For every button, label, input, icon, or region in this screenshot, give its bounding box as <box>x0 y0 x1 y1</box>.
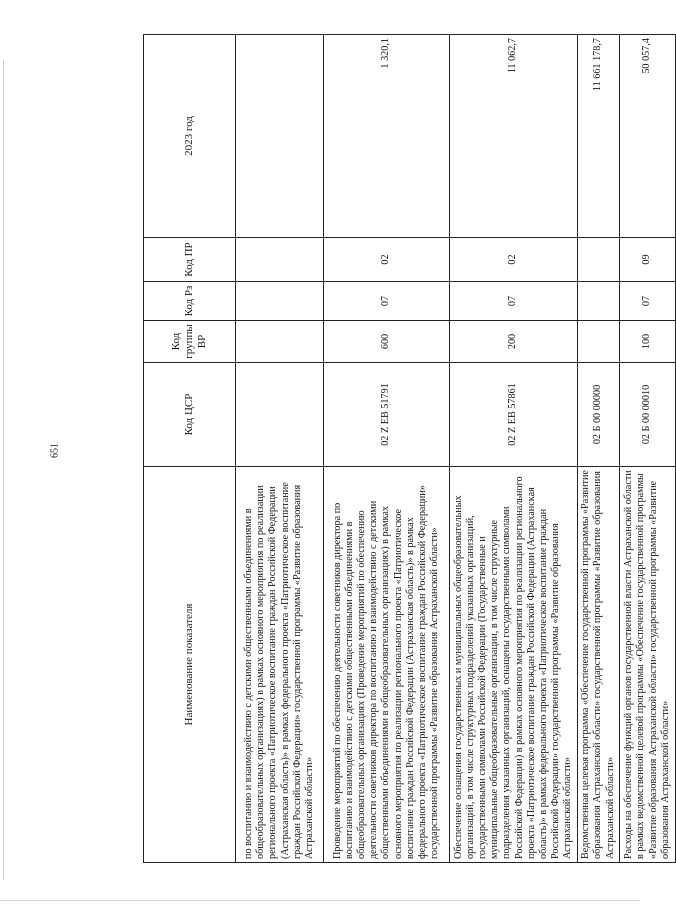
rotated-table-sheet <box>143 35 671 863</box>
row-csr <box>236 363 324 467</box>
table-header-row <box>144 35 236 863</box>
row-rz: 07 <box>620 282 676 321</box>
row-pr <box>578 238 620 282</box>
scan-edge-line <box>3 60 4 880</box>
scan-bottom-line <box>0 900 640 901</box>
row-name: Обеспечение оснащения государственных и муниципальных общеобразовательных организаций, в том числе структурных подразделений указанных организаций, государственными символами Российской Федерации (Государственные и муниципальные общеобразовательные организации, в том числе структурные подразделения указанных организаций, оснащены государственными символами Российской Федерации) в рамках основного мероприятия по реализации регионального проекта «Патриотическое воспитание граждан Российской Федерации (Астраханская область)» в рамках федерального проекта «Патриотическое воспитание граждан Российской Федерации» государственной программы «Развитие образования Астраханской области» <box>450 467 578 863</box>
row-vr <box>578 321 620 363</box>
row-vr: 600 <box>324 321 450 363</box>
row-pr: 02 <box>450 238 578 282</box>
header-vr: Код группы ВР <box>144 321 236 363</box>
row-name: Расходы на обеспечение функций органов государственной власти Астраханской области в рамках ведомственной целевой программы «Обеспечение государственной программы «Развитие образования Астраханской области» государственной программы «Развитие образования Астраханской области» <box>620 467 676 863</box>
row-csr: 02 Z EB 51791 <box>324 363 450 467</box>
row-amount: 11 661 178,7 <box>578 35 620 238</box>
row-amount: 11 062,7 <box>450 35 578 238</box>
row-rz: 07 <box>324 282 450 321</box>
header-year: 2023 год <box>144 35 236 238</box>
table-row <box>620 35 676 863</box>
row-pr <box>236 238 324 282</box>
row-amount: 1 320,1 <box>324 35 450 238</box>
row-csr: 02 Z EB 57861 <box>450 363 578 467</box>
row-pr: 02 <box>324 238 450 282</box>
header-name: Наименование показателя <box>144 467 236 863</box>
table-row <box>236 35 324 863</box>
row-vr <box>236 321 324 363</box>
row-amount <box>236 35 324 238</box>
header-csr: Код ЦСР <box>144 363 236 467</box>
row-csr: 02 Б 00 00000 <box>578 363 620 467</box>
row-amount: 50 057,4 <box>620 35 676 238</box>
page-number: 651 <box>49 443 61 458</box>
row-rz <box>578 282 620 321</box>
row-pr: 09 <box>620 238 676 282</box>
row-vr: 100 <box>620 321 676 363</box>
table-row <box>578 35 620 863</box>
table-row <box>450 35 578 863</box>
row-csr: 02 Б 00 00010 <box>620 363 676 467</box>
budget-table <box>143 34 676 863</box>
row-name: Ведомственная целевая программа «Обеспечение государственной программы «Развитие образования Астраханской области» государственной программы «Развитие образования Астраханской области» <box>578 467 620 863</box>
row-name: Проведение мероприятий по обеспечению деятельности советников директора по воспитанию и взаимодействию с детскими общественными объединениями в общеобразовательных организациях (Проведение мероприятий по обеспечению деятельности советников директора по воспитанию и взаимодействию с детскими общественными объединениями в общеобразовательных организациях) в рамках основного мероприятия по реализации регионального проекта «Патриотическое воспитание граждан Российской Федерации (Астраханская область)» в рамках федерального проекта «Патриотическое воспитание граждан Российской Федерации» государственной программы «Развитие образования Астраханской области» <box>324 467 450 863</box>
row-rz: 07 <box>450 282 578 321</box>
header-rz: Код Рз <box>144 282 236 321</box>
header-pr: Код ПР <box>144 238 236 282</box>
row-vr: 200 <box>450 321 578 363</box>
row-rz <box>236 282 324 321</box>
table-row <box>324 35 450 863</box>
row-name: по воспитанию и взаимодействию с детскими общественными объединениями в общеобразовательных организациях) в рамках основного мероприятия по реализации регионального проекта «Патриотическое воспитание граждан Российской Федерации (Астраханская область)» в рамках федерального проекта «Патриотическое воспитание граждан Российской Федерации» государственной программы «Развитие образования Астраханской области» <box>236 467 324 863</box>
